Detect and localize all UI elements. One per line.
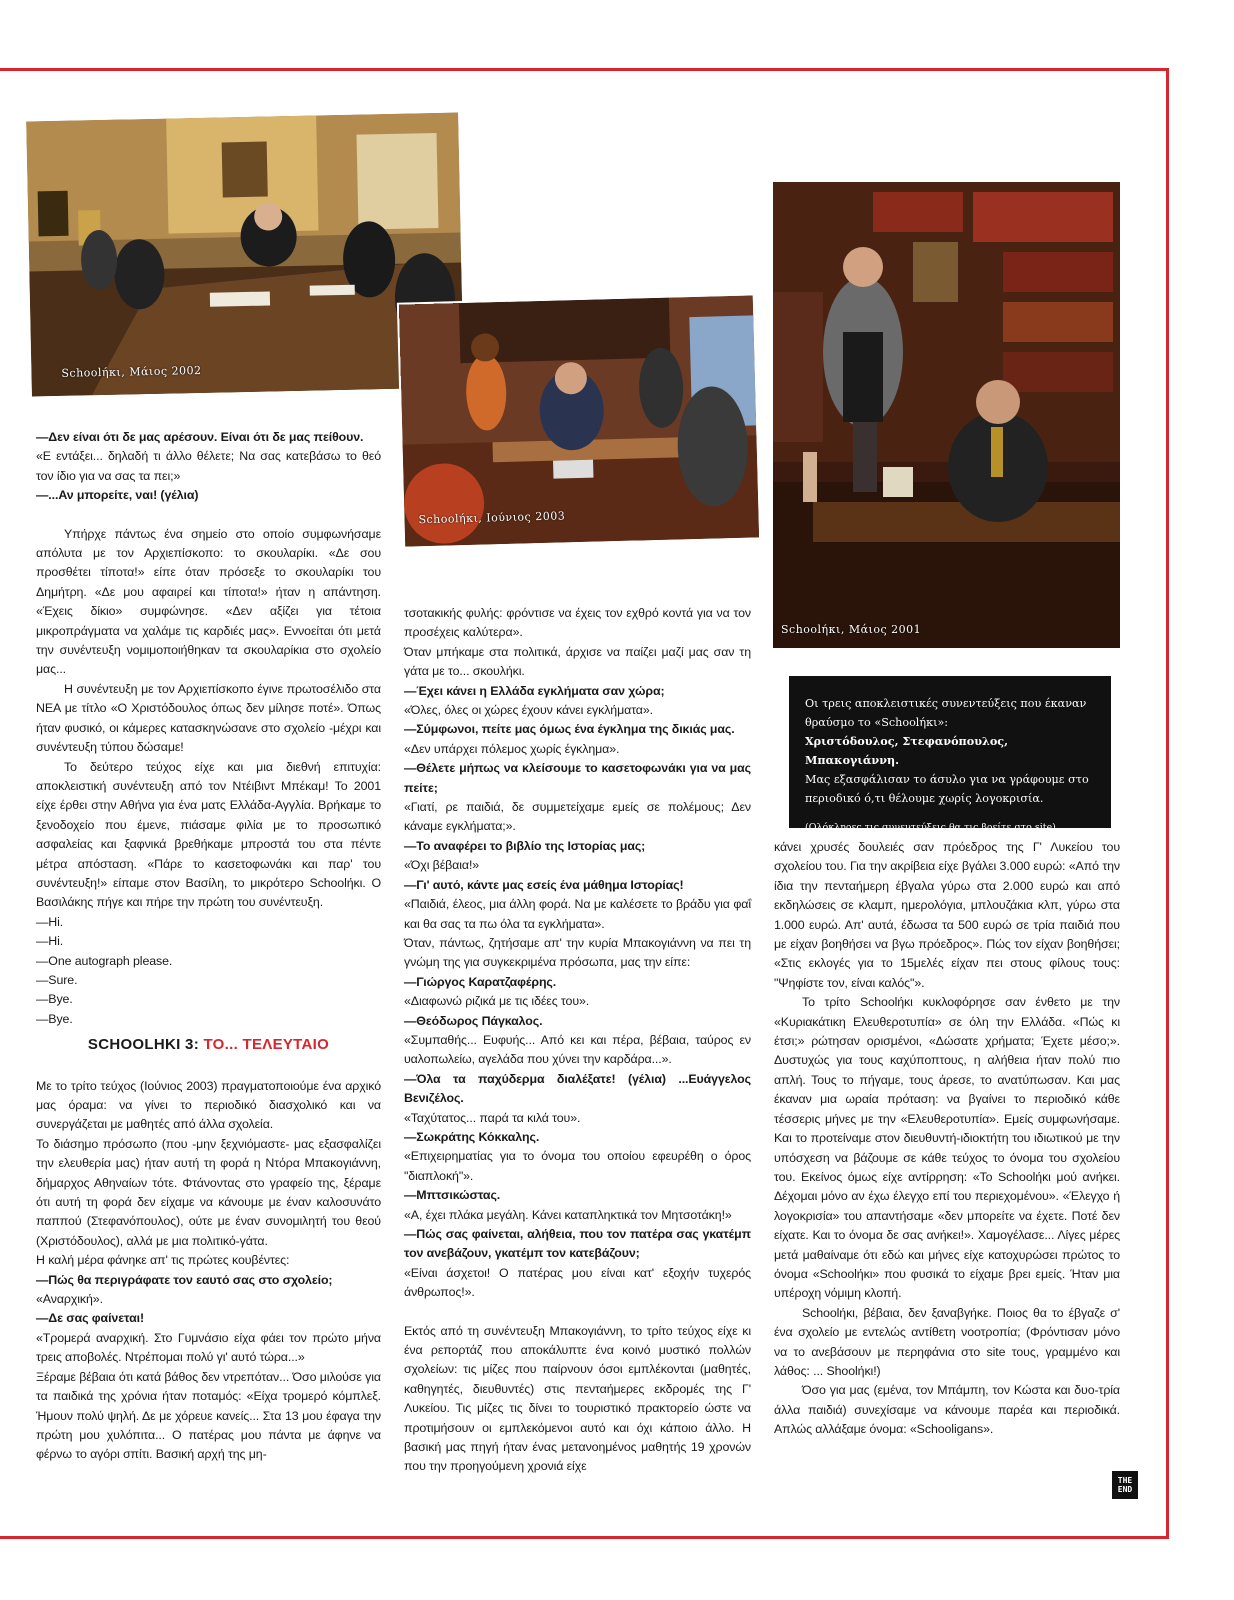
question: —Μπτσικώστας. — [404, 1188, 501, 1203]
dialogue-line: —Hi. — [36, 934, 64, 949]
photo-archbishop-scene — [26, 113, 464, 397]
answer: «Όχι βέβαια!» — [404, 858, 480, 873]
paragraph: τσοτακικής φυλής: φρόντισε να έχεις τον εχθρό κοντά για να τον προσέχεις καλύτερα». — [404, 606, 751, 640]
answer: «Ε εντάξει... δηλαδή τι άλλο θέλετε; Να σας κατεβάσω το θεό τον ίδιο για να σας τα πει;» — [36, 449, 381, 483]
paragraph: Το διάσημο πρόσωπο (που -μην ξεχνιόμαστε- μας εξασφαλίζει την ελευθερία μας) ήταν αυτή τη φορά η Ντόρα Μπακογιάννη, δήμαρχος Αθηναίων τότε. Φτάνοντας στο γραφείο της, ξέραμε ότι αυτή τη φορά δεν είχαμε να κάνουμε με έναν καλοσυνάτο παππού (Στεφανόπουλος), ούτε με έναν συνομιλητή του θεού (Χριστόδουλος), αλλά με μια πολιτικό-γάτα. — [36, 1136, 381, 1248]
question: —Δε σας φαίνεται! — [36, 1311, 144, 1326]
heading-main: SCHOOLHKI 3: — [87, 1036, 204, 1054]
answer: «Παιδιά, έλεος, μια άλλη φορά. Να με καλέσετε το βράδυ για φαΐ και θα σας τα πω όλα τα εγκλήματα». — [404, 897, 751, 931]
question: —Πώς σας φαίνεται, αλήθεια, που τον πατέρα σας γκατέμπ τον ανεβάζουν, γκατέμπ τον κατεβάζουν; — [404, 1227, 751, 1261]
the-end-line: THE — [1117, 1476, 1133, 1485]
heading-accent: ΤΟ... ΤΕΛΕΥΤΑΙΟ — [203, 1036, 330, 1054]
answer: «Είναι άσχετοι! Ο πατέρας μου είναι κατ' εξοχήν τυχερός άνθρωπος!». — [404, 1265, 751, 1300]
answer: «Όλες, όλες οι χώρες έχουν κάνει εγκλήματα». — [404, 703, 654, 718]
photo-stefanopoulos-office — [773, 182, 1120, 648]
photo-caption: Schoolήκι, Μάιος 2002 — [61, 363, 202, 380]
question: —Σωκράτης Κόκκαλης. — [404, 1129, 540, 1144]
answer: «Τρομερά αναρχική. Στο Γυμνάσιο είχα φάει τον πρώτο μήνα τρεις αποβολές. Ντρέπομαι πολύ γι' αυτό τώρα...» — [36, 1330, 381, 1365]
paragraph: Εκτός από τη συνέντευξη Μπακογιάννη, το τρίτο τεύχος είχε κι ένα ρεπορτάζ που αποκάλυπτε ένα κοινό μυστικό πολλών σχολείων: τις μίζες που παίρνουν όσοι εμπλέκονται (μαθητές, καθηγητές, διευθυντές) στις πενταήμερες εκδρομές της Γ' Λυκείου. Τις μίζες τις δίνει το τουριστικό πρακτορείο ώστε να προτιμήσουν οι εμπλεκόμενοι αυτό και όχι κάποιο άλλο. Η βασική μας πηγή ήταν ένας μετανοημένος μαθητής 19 χρονών που την προηγούμενη χρονιά είχε — [404, 1323, 751, 1474]
answer: «Γιατί, ρε παιδιά, δε συμμετείχαμε εμείς σε πολέμους; Δεν κάναμε εγκλήματα;». — [404, 800, 751, 834]
sidebar-line: Οι τρεις αποκλειστικές συνεντεύξεις που έκαναν θραύσμο το «Schoolήκι»: — [805, 697, 1087, 729]
paragraph: Το τρίτο Schoolήκι κυκλοφόρησε σαν ένθετο με την «Κυριακάτικη Ελευθεροτυπία» σε όλη την Ελλάδα. «Πώς κι έτσι;» ρώτησαν ορισμένοι, «Δώσατε χρήματα; Έχετε μέσο;». Δυστυχώς για τους καχύποπτους, η αλήθεια ήταν πολύ πιο απλή. Τους το πήγαμε, τους άρεσε, το ανατύπωσαν. Και μας έκαναν μια ωραία πρόταση: να βγαίνει το περιοδικό κάθε τέσσερις μήνες με την «Ελευθεροτυπία». Εμείς συμφωνήσαμε. Και το προτείναμε στον διευθυντή-ιδιοκτήτη του ιδιωτικού με την υπόσχεση να βάζουμε σε κάθε τεύχος το όνομα του σχολείου του. Εκείνος όμως είχε αντίρρηση: «Το Schoolήκι μού ανήκει. Δέχομαι μόνο αν έχω έλεγχο επί του περιεχομένου». «Έλεγχο ή λογοκρισία» του απαντήσαμε «δεν μπορείτε να έχετε. Ποτέ δεν είχατε. Και το όνομα δε σας ανήκει!». Χαμογέλασε... Λίγες μέρες μετά μαθαίναμε ότι εδώ και μήνες είχε κατοχυρώσει πρώτος το όνομα «Schoolήκι» που φυσικά το είχαμε βρει εμείς. Ήταν μια υπέροχη νόμιμη κλοπή. — [774, 995, 1120, 1301]
the-end-line: END — [1117, 1485, 1133, 1494]
photo-archbishop-meeting — [26, 113, 464, 397]
answer: «Επιχειρηματίας για το όνομα του οποίου εφευρέθη ο όρος "διαπλοκή"». — [404, 1149, 751, 1183]
photo-stefanopoulos-scene — [773, 182, 1120, 648]
paragraph: κάνει χρυσές δουλειές σαν πρόεδρος της Γ' Λυκείου του σχολείου του. Για την ακρίβεια είχε βγάλει 3.000 ευρώ: «Από την ίδια την πενταήμερη έβγαλα γύρω στα 2.000 ευρώ και από εκδηλώσεις σε κλαμπ, ημερολόγια, μπλουζάκια κλπ, γύρω στα 1.000 ευρώ. Απ' αυτά, έδωσα τα 500 ευρώ σε τρία παιδιά που με είχαν βοηθήσει να βγω πρόεδρος». Πώς τον είχαν βοηθήσει; «Στις εκλογές για το 15μελές είχαν πει στους φίλους τους: "Ψηφίστε τον, είναι καλός"». — [774, 840, 1120, 990]
dialogue-line: —One autograph please. — [36, 953, 173, 968]
question: —...Αν μπορείτε, ναι! (γέλια) — [36, 488, 199, 503]
question: —Θεόδωρος Πάγκαλος. — [404, 1013, 543, 1028]
question: —Δεν είναι ότι δε μας αρέσουν. Είναι ότι δε μας πείθουν. — [36, 430, 364, 444]
answer: «Συμπαθής... Ευφυής... Από κει και πέρα, βέβαια, ταύρος εν υαλοπωλείω, αγελάδα που χύνει την καρδάρα...». — [404, 1032, 751, 1067]
question: —Γιώργος Καρατζαφέρης. — [404, 974, 557, 989]
answer: «Αναρχική». — [36, 1292, 103, 1307]
sidebar-names: Χριστόδουλος, Στεφανόπουλος, Μπακογιάννη. — [805, 734, 1008, 767]
paragraph: Schoolήκι, βέβαια, δεν ξαναβγήκε. Ποιος θα το έβγαζε σ' ένα σχολείο με εντελώς αντίθετη νοοτροπία; (Φρόντισαν μόνο να το ανεβάσουν με περηφάνια στο site τους, γραμμένο και λάθος: ... Shoolήκι!) — [774, 1305, 1120, 1378]
question: —Γι' αυτό, κάντε μας εσείς ένα μάθημα Ιστορίας! — [404, 877, 684, 892]
paragraph: Με το τρίτο τεύχος (Ιούνιος 2003) πραγματοποιούμε ένα αρχικό μας όραμα: να γίνει το περιοδικό διασχολικό και να συνεργάζεται με μαθητές από άλλα σχολεία. — [36, 1078, 381, 1132]
answer: «Δεν υπάρχει πόλεμος χωρίς έγκλημα». — [404, 741, 620, 756]
spacer — [404, 1303, 751, 1322]
photo-bakoyanni-scene — [399, 295, 759, 546]
answer: «Διαφωνώ ριζικά με τις ιδέες του». — [404, 994, 590, 1009]
dialogue-line: —Bye. — [36, 992, 73, 1007]
dialogue-line: —Bye. — [36, 1011, 73, 1026]
answer: «Α, έχει πλάκα μεγάλη. Κάνει καταπληκτικά τον Μητσοτάκη!» — [404, 1207, 732, 1222]
dialogue-line: —Hi. — [36, 914, 64, 929]
paragraph: Το δεύτερο τεύχος είχε και μια διεθνή επιτυχία: αποκλειστική συνέντευξη από τον Ντέιβιντ Μπέκαμ! Το 2001 είχε έρθει στην Αθήνα για ένα ματς Ελλάδα-Αγγλία. Βρήκαμε το ξενοδοχείο που έμενε, πιάσαμε φιλία με το προσωπικό ασφαλείας και ξαφνικά βρεθήκαμε μπροστά του στα πέντε μέτρα απόσταση. «Πάρε το κασετοφωνάκι και παρ' του συνέντευξη!» είπαμε στον Βασίλη, το μικρότερο Schoolήκι. Ο Βασιλάκης πήγε και πήρε την πρώτη του συνέντευξη. — [36, 759, 381, 910]
paragraph: Ξέραμε βέβαια ότι κατά βάθος δεν ντρεπόταν... Όσο μιλούσε για τα παιδικά της χρόνια ήταν ποταμός: «Είχα τρομερό κόμπλεξ. Ήμουν πολύ ψηλή. Δε με χόρευε κανείς... Στα 13 μου έφαγα την πρώτη μου χυλόπιτα... Ο πατέρας μου πάντα με άφηνε να φέρνω το αγόρι σπίτι. Βασική αρχή της μη- — [36, 1369, 381, 1462]
paragraph: Η καλή μέρα φάνηκε απ' τις πρώτες κουβέντες: — [36, 1253, 290, 1268]
question: —Το αναφέρει το βιβλίο της Ιστορίας μας; — [404, 838, 646, 853]
question: —Όλα τα παχύδερμα διαλέξατε! (γέλια) ...Ευάγγελος Βενιζέλος. — [404, 1071, 751, 1106]
paragraph: Όταν, πάντως, ζητήσαμε απ' την κυρία Μπακογιάννη να πει τη γνώμη της για συγκεκριμένα πρόσωπα, μας την είπε: — [404, 935, 751, 970]
question: —Έχει κάνει η Ελλάδα εγκλήματα σαν χώρα; — [404, 683, 665, 698]
dialogue-line: —Sure. — [36, 972, 78, 987]
question: —Πώς θα περιγράφατε τον εαυτό σας στο σχολείο; — [36, 1272, 333, 1287]
spacer — [36, 506, 381, 525]
column-2 — [404, 604, 751, 1477]
photo-bakoyanni-interview — [399, 295, 759, 546]
column-1 — [36, 428, 381, 1465]
column-3 — [774, 838, 1120, 1440]
photo-caption: Schoolήκι, Μάιος 2001 — [781, 623, 922, 636]
question: —Θέλετε μήπως να κλείσουμε το κασετοφωνάκι για να μας πείτε; — [404, 761, 751, 795]
paragraph: Υπήρχε πάντως ένα σημείο στο οποίο συμφωνήσαμε απόλυτα με τον Αρχιεπίσκοπο: το σκουλαρίκι. «Δε σου προσθέτει τίποτα!» είπε όταν πρόσεξε το σκουλαρίκι του Δημήτρη. «Δε μου αφαιρεί και τίποτα!» ήταν η απάντηση. «Έχεις δίκιο» συμφώνησε. «Δεν αξίζει για τέτοια μικροπράγματα να χαλάμε τις καρδιές μας». Εννοείται ότι μετά την συνέντευξη νομιμοποιήθηκαν τα σκουλαρίκια στο σχολείο μας... — [36, 526, 381, 677]
paragraph: Όταν μπήκαμε στα πολιτικά, άρχισε να παίζει μαζί μας σαν τη γάτα με το... σκουλήκι. — [404, 644, 751, 679]
the-end-mark — [1112, 1471, 1138, 1499]
paragraph: Η συνέντευξη με τον Αρχιεπίσκοπο έγινε πρωτοσέλιδο στα ΝΕΑ με τίτλο «Ο Χριστόδουλος όπως δεν μίλησε ποτέ». Όπως ήταν φυσικό, οι κάμερες κατασκηνώσανε στο σχολείο -μέχρι και συνέντευξη τύπου δώσαμε! — [36, 681, 381, 755]
sidebar-line: Μας εξασφάλισαν το άσυλο για να γράφουμε στο περιοδικό ό,τι θέλουμε χωρίς λογοκρισία. — [805, 773, 1089, 805]
photo-caption: Schoolήκι, Ιούνιος 2003 — [418, 509, 566, 527]
sidebar-note: (Ολόκληρες τις συνεντεύξεις θα τις βρείτε στο site) — [805, 822, 1056, 833]
question: —Σύμφωνοι, πείτε μας όμως ένα έγκλημα της δικιάς μας. — [404, 722, 735, 737]
section-heading — [36, 1035, 381, 1054]
sidebar-box — [789, 676, 1111, 833]
paragraph: Όσο για μας (εμένα, τον Μπάμπη, τον Κώστα και δυο-τρία άλλα παιδιά) συνεχίσαμε να κάνουμε παρέα και περιοδικά. Απλώς αλλάξαμε όνομα: «Schooligans». — [774, 1383, 1120, 1437]
answer: «Ταχύτατος... παρά τα κιλά του». — [404, 1110, 581, 1125]
